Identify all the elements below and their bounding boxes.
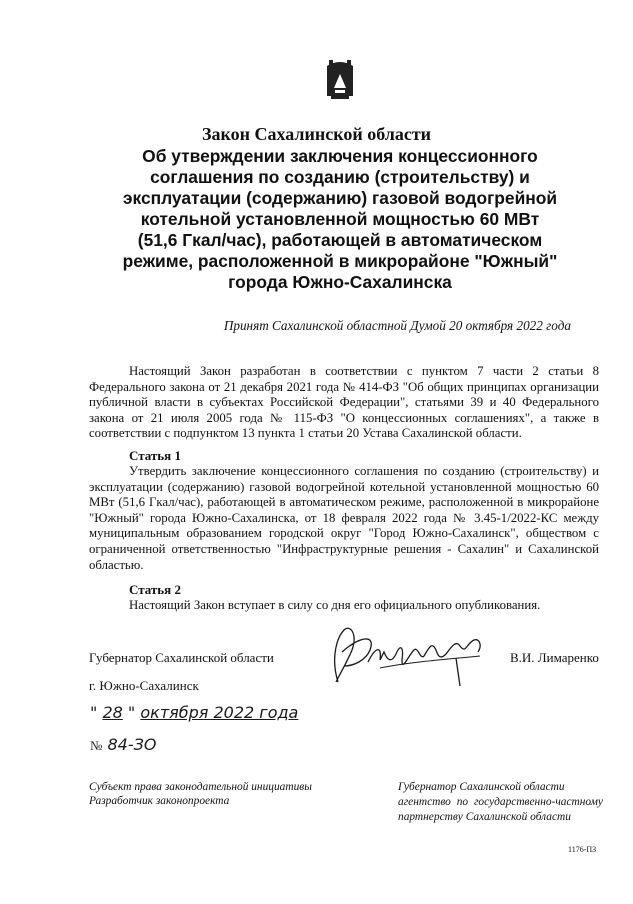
subject-line: соглашения по созданию (строительству) и	[150, 167, 530, 187]
date-quote-open: "	[90, 703, 98, 722]
footer-right	[398, 780, 603, 825]
coat-of-arms-icon	[326, 58, 354, 100]
subject-line: (51,6 Гкал/час), работающей в автоматическом	[137, 230, 543, 250]
law-title: Закон Сахалинской области	[201, 124, 432, 144]
date-month-year: октября 2022 года	[140, 703, 299, 722]
initiative-subject-label: Субъект права законодательной инициативы	[89, 781, 312, 793]
article-1-text: Утвердить заключение концессионного соглашения по созданию (строительству) и эксплуатации (содержанию) газовой водогрейной котельной установленной мощностью 60 МВт (51,6 Гкал/час), работающей в автоматическом режиме, расположенной в микрорайоне "Южный" города Южно-Сахалинска, от 18 февраля 2022 года № 3.45-1/2022-КС между муниципальным образованием городской округ "Город Южно-Сахалинск", обществом с ограниченной ответственностью "Инфраструктурные решения - Сахалин" и Сахалинской областью.	[89, 464, 599, 572]
city: г. Южно-Сахалинск	[89, 678, 199, 693]
article-1-heading: Статья 1	[129, 448, 181, 463]
developer: агентство по государственно-частному партнерству Сахалинской области	[398, 796, 603, 823]
subject-line: эксплуатации (содержанию) газовой водогрейной	[122, 188, 558, 208]
developer-label: Разработчик законопроекта	[89, 795, 230, 807]
document-code: 1176-ПЗ	[568, 845, 597, 854]
number-label: №	[90, 738, 103, 753]
article-2-heading: Статья 2	[129, 582, 181, 597]
governor-name: В.И. Лимаренко	[510, 650, 599, 665]
handwritten-signature	[320, 616, 500, 696]
footer-left	[89, 780, 349, 808]
subject-line: города Южно-Сахалинска	[228, 272, 452, 292]
article-2-text: Настоящий Закон вступает в силу со дня его официального опубликования.	[129, 598, 541, 612]
preamble: Настоящий Закон разработан в соответствии с пунктом 7 части 2 статьи 8 Федерального закона от 21 декабря 2021 года № 414-ФЗ "Об общих принципах организации публичной власти в субъектах Российской Федерации", статьями 39 и 40 Федерального закона от 21 июля 2005 года № 115-ФЗ "О концессионных соглашениях", а также в соответствии с подпунктом 13 пункта 1 статьи 20 Устава Сахалинской области.	[89, 364, 599, 441]
initiative-subject: Губернатор Сахалинской области	[398, 781, 565, 793]
adoption-note: Принят Сахалинской областной Думой 20 октября 2022 года	[223, 318, 571, 333]
date-quote-close: "	[127, 703, 136, 722]
signing-date	[90, 703, 298, 722]
number-value: 84-ЗО	[107, 735, 157, 754]
subject-line: котельной установленной мощностью 60 МВт	[140, 209, 540, 229]
law-number	[90, 735, 156, 754]
law-subject	[100, 146, 580, 293]
date-day: 28	[102, 703, 123, 722]
subject-line: режиме, расположенной в микрорайоне "Южный"	[122, 251, 558, 271]
governor-position: Губернатор Сахалинской области	[89, 650, 274, 665]
subject-line: Об утверждении заключения концессионного	[142, 146, 538, 166]
